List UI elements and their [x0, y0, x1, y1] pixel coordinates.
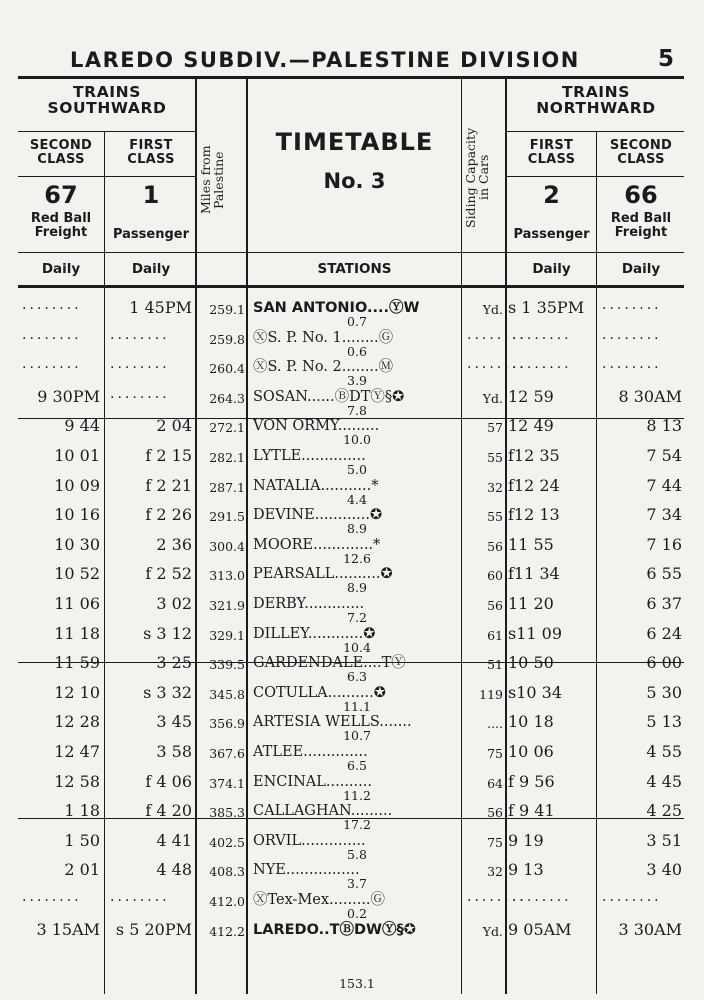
- station-distance: 10.4: [343, 639, 371, 655]
- train-66-time: 3 30AM: [618, 919, 682, 939]
- siding-capacity: Yd.: [482, 390, 503, 406]
- train-67-time: 10 16: [54, 505, 100, 525]
- miles-value: 287.1: [209, 479, 245, 495]
- train-2-time: 9 05AM: [508, 919, 572, 939]
- siding-capacity: 51: [487, 657, 503, 673]
- empty-cell-dots: ........: [512, 326, 572, 343]
- train-2-time: f 9 56: [508, 771, 555, 791]
- station-name: CALLAGHAN.........: [253, 803, 393, 820]
- train-66-time: 7 16: [646, 534, 682, 554]
- train-2-time: f12 24: [508, 475, 560, 495]
- siding-capacity-label: Siding Capacity in Cars: [463, 127, 492, 228]
- train-2-time: 10 18: [508, 712, 554, 732]
- train-1-time: s 3 32: [143, 682, 192, 702]
- station-name: DEVINE............✪: [253, 507, 383, 524]
- empty-cell-dots: ........: [22, 356, 82, 373]
- train-66-time: 8 30AM: [618, 386, 682, 406]
- northward-group-label: TRAINS NORTHWARD: [536, 83, 656, 118]
- miles-value: 402.5: [209, 834, 245, 850]
- train-67-time: 9 44: [64, 416, 100, 436]
- page-header-title: LAREDO SUBDIV.—PALESTINE DIVISION: [70, 48, 580, 72]
- train-1-time: 3 45: [156, 712, 192, 732]
- station-distance: 11.1: [343, 698, 371, 714]
- timetable-number: No. 3: [323, 169, 386, 193]
- miles-value: 259.8: [209, 331, 245, 347]
- station-distance: 0.6: [347, 343, 367, 359]
- siding-capacity: 75: [487, 834, 503, 850]
- siding-capacity: 119: [479, 686, 503, 702]
- station-name: MOORE.............*: [253, 536, 381, 553]
- train-2-time: 11 55: [508, 534, 554, 554]
- station-distance: 11.2: [343, 787, 371, 803]
- train-1-time: s 5 20PM: [115, 919, 192, 939]
- train-2-time: s 1 35PM: [508, 298, 585, 317]
- miles-value: 291.5: [209, 509, 245, 525]
- train-1-time: 3 02: [156, 594, 192, 613]
- train-66-time: 7 44: [646, 475, 682, 495]
- train-67-time: 10 09: [54, 475, 100, 495]
- siding-capacity: 64: [487, 775, 503, 791]
- miles-value: 408.3: [209, 864, 245, 880]
- train-1-time: f 4 20: [145, 801, 192, 821]
- train-2-time: 12 59: [508, 386, 554, 406]
- train-2-time: 10 06: [508, 742, 554, 761]
- train-1-days: Daily: [131, 261, 171, 277]
- empty-cell-dots: ........: [467, 356, 527, 373]
- station-distance: 6.5: [347, 758, 367, 773]
- station-distance: 5.0: [347, 462, 367, 477]
- station-name: SOSAN......ⒷDTⓎ§✪: [253, 388, 405, 405]
- miles-value: 339.5: [209, 657, 245, 673]
- station-name: SAN ANTONIO....ⓎW: [253, 300, 420, 316]
- train-2-number: 2: [543, 181, 560, 209]
- timetable-title: TIMETABLE: [275, 128, 434, 156]
- station-name: ATLEE..............: [253, 744, 368, 760]
- train-2-time: 9 13: [508, 860, 544, 880]
- empty-cell-dots: ........: [602, 297, 662, 313]
- station-name: DERBY.............: [253, 596, 365, 612]
- miles-value: 260.4: [209, 361, 245, 377]
- miles-value: 259.1: [209, 302, 245, 317]
- empty-cell-dots: ........: [467, 889, 527, 905]
- miles-value: 282.1: [209, 450, 245, 465]
- train-1-time: 3 58: [156, 742, 192, 761]
- empty-cell-dots: ........: [22, 889, 82, 905]
- train-2-time: s10 34: [508, 682, 563, 702]
- miles-value: 313.0: [209, 568, 245, 584]
- train-67-time: 11 18: [54, 623, 100, 643]
- station-distance: 6.3: [347, 669, 367, 685]
- siding-capacity: Yd.: [482, 302, 503, 317]
- train-66-time: 6 00: [646, 653, 682, 673]
- train-1-time: 2 36: [156, 534, 192, 554]
- train-2-class: FIRST CLASS: [527, 138, 576, 167]
- train-1-time: 3 25: [156, 653, 192, 673]
- station-name: LYTLE..............: [253, 448, 366, 464]
- station-name: COTULLA..........✪: [253, 684, 386, 701]
- station-name: ⓍS. P. No. 1........Ⓖ: [253, 329, 394, 346]
- station-name: PEARSALL..........✪: [253, 566, 393, 583]
- train-66-time: 7 54: [646, 446, 682, 465]
- station-name: ARTESIA WELLS.......: [253, 714, 412, 731]
- station-distance: 0.7: [347, 314, 367, 329]
- miles-value: 385.3: [209, 805, 245, 821]
- train-67-class: SECOND CLASS: [29, 138, 93, 167]
- train-67-number: 67: [44, 181, 78, 209]
- empty-cell-dots: ........: [22, 297, 82, 313]
- empty-cell-dots: ........: [602, 326, 662, 343]
- train-66-time: 5 13: [646, 712, 682, 732]
- train-1-time: f 2 26: [145, 505, 192, 525]
- miles-value: 412.0: [209, 894, 245, 909]
- train-1-name: Passenger: [112, 227, 190, 242]
- train-66-time: 4 45: [646, 771, 682, 791]
- miles-value: 374.1: [209, 775, 245, 791]
- train-1-time: f 2 15: [145, 446, 192, 465]
- siding-capacity: 75: [487, 746, 503, 761]
- miles-from-palestine-label: Miles from Palestine: [198, 145, 227, 215]
- empty-cell-dots: ........: [110, 385, 170, 402]
- train-67-time: 9 30PM: [37, 386, 100, 406]
- miles-value: 345.8: [209, 686, 245, 702]
- station-distance: 3.9: [347, 373, 367, 389]
- total-distance: 153.1: [339, 976, 375, 991]
- station-distance: 0.2: [347, 906, 367, 921]
- train-1-class: FIRST CLASS: [127, 138, 175, 167]
- train-1-time: 2 04: [156, 416, 192, 436]
- empty-cell-dots: ........: [110, 356, 170, 373]
- train-66-time: 8 13: [646, 416, 682, 436]
- station-name: ⓍTex-Mex.........Ⓖ: [253, 892, 386, 908]
- empty-cell-dots: ........: [602, 889, 662, 905]
- train-67-time: 12 28: [54, 712, 100, 732]
- siding-capacity: ....: [487, 716, 503, 732]
- station-name: ⓍS. P. No. 2........Ⓜ: [253, 359, 394, 376]
- train-67-time: 10 01: [54, 446, 100, 465]
- train-2-time: f12 13: [508, 505, 560, 525]
- miles-value: 264.3: [209, 390, 245, 406]
- siding-capacity: 57: [487, 420, 503, 436]
- train-66-name: Red Ball Freight: [610, 211, 672, 240]
- station-distance: 3.7: [347, 876, 367, 892]
- train-2-time: f12 35: [508, 446, 560, 465]
- miles-value: 321.9: [209, 598, 245, 613]
- train-67-time: 3 15AM: [36, 919, 100, 939]
- train-2-time: 9 19: [508, 830, 544, 850]
- train-67-time: 2 01: [64, 860, 100, 880]
- empty-cell-dots: ........: [110, 326, 170, 343]
- train-67-time: 1 18: [64, 801, 100, 821]
- train-2-days: Daily: [532, 261, 571, 277]
- train-66-days: Daily: [621, 261, 661, 277]
- train-67-name: Red Ball Freight: [30, 211, 92, 240]
- train-66-time: 4 55: [646, 742, 682, 761]
- empty-cell-dots: ........: [110, 889, 170, 905]
- station-distance: 8.9: [347, 580, 367, 596]
- station-name: DILLEY............✪: [253, 625, 376, 642]
- train-66-time: 6 24: [646, 623, 682, 643]
- miles-value: 412.2: [209, 923, 245, 939]
- train-1-number: 1: [142, 181, 160, 209]
- station-name: ORVIL..............: [253, 832, 366, 849]
- station-distance: 12.6: [343, 550, 371, 566]
- station-distance: 10.7: [343, 728, 371, 744]
- train-67-time: 1 50: [64, 830, 100, 850]
- miles-value: 272.1: [209, 420, 245, 436]
- empty-cell-dots: ........: [467, 326, 527, 343]
- train-1-time: s 3 12: [143, 623, 192, 643]
- stations-header: STATIONS: [317, 261, 392, 277]
- miles-value: 356.9: [209, 716, 245, 732]
- station-distance: 17.2: [343, 817, 371, 833]
- southward-group-label: TRAINS SOUTHWARD: [47, 83, 167, 118]
- train-66-time: 7 34: [646, 505, 682, 525]
- train-67-time: 11 59: [54, 653, 100, 673]
- miles-value: 329.1: [209, 627, 245, 643]
- siding-capacity: 32: [487, 864, 503, 880]
- station-name: LAREDO..TⒷDWⓎ§✪: [253, 921, 416, 938]
- siding-capacity: 55: [487, 450, 503, 465]
- train-66-class: SECOND CLASS: [609, 138, 673, 167]
- siding-capacity: Yd.: [482, 923, 503, 939]
- station-distance: 4.4: [347, 491, 367, 507]
- siding-capacity: 60: [487, 568, 503, 584]
- station-distance: 5.8: [347, 846, 367, 862]
- train-67-time: 11 06: [54, 594, 100, 613]
- train-66-time: 6 55: [646, 564, 682, 584]
- train-67-time: 10 30: [54, 534, 100, 554]
- page-number: 5: [657, 46, 674, 72]
- empty-cell-dots: ........: [512, 356, 572, 373]
- train-1-time: f 2 52: [145, 564, 192, 584]
- siding-capacity: 56: [487, 805, 503, 821]
- train-1-time: f 4 06: [145, 771, 192, 791]
- train-67-days: Daily: [41, 261, 81, 277]
- station-distance: 8.9: [347, 521, 367, 537]
- train-66-number: 66: [624, 181, 658, 209]
- siding-capacity: 55: [487, 509, 503, 525]
- train-2-time: s11 09: [508, 623, 563, 643]
- empty-cell-dots: ........: [22, 326, 82, 343]
- siding-capacity: 32: [487, 479, 503, 495]
- train-1-time: 4 41: [156, 830, 192, 850]
- station-name: GARDENDALE....TⓎ: [253, 655, 406, 672]
- station-name: VON ORMY.........: [253, 418, 380, 435]
- train-66-time: 3 40: [646, 860, 682, 880]
- siding-capacity: 61: [487, 627, 503, 643]
- train-66-time: 4 25: [646, 801, 682, 821]
- train-66-time: 5 30: [646, 682, 682, 702]
- train-2-time: 12 49: [508, 416, 554, 436]
- train-67-time: 12 10: [54, 682, 100, 702]
- station-name: ENCINAL..........: [253, 773, 372, 790]
- siding-capacity: 56: [487, 538, 503, 554]
- train-67-time: 12 47: [54, 742, 100, 761]
- station-distance: 7.8: [347, 402, 367, 418]
- train-1-time: 4 48: [156, 860, 192, 880]
- train-2-time: 11 20: [508, 594, 554, 613]
- miles-value: 300.4: [209, 538, 245, 554]
- train-2-time: f11 34: [508, 564, 560, 584]
- station-distance: 7.2: [347, 610, 367, 625]
- train-2-name: Passenger: [513, 227, 590, 242]
- train-66-time: 6 37: [646, 594, 682, 613]
- train-67-time: 10 52: [54, 564, 100, 584]
- empty-cell-dots: ........: [602, 356, 662, 373]
- train-1-time: f 2 21: [145, 475, 192, 495]
- station-distance: 10.0: [343, 432, 371, 448]
- empty-cell-dots: ........: [512, 889, 572, 905]
- train-2-time: 10 50: [508, 653, 554, 673]
- train-2-time: f 9 41: [508, 801, 555, 821]
- train-66-time: 3 51: [646, 830, 682, 850]
- miles-value: 367.6: [209, 746, 245, 761]
- station-name: NYE................: [253, 862, 360, 879]
- siding-capacity: 56: [487, 598, 503, 613]
- train-1-time: 1 45PM: [129, 298, 192, 317]
- station-name: NATALIA...........*: [253, 477, 379, 494]
- train-67-time: 12 58: [54, 771, 100, 791]
